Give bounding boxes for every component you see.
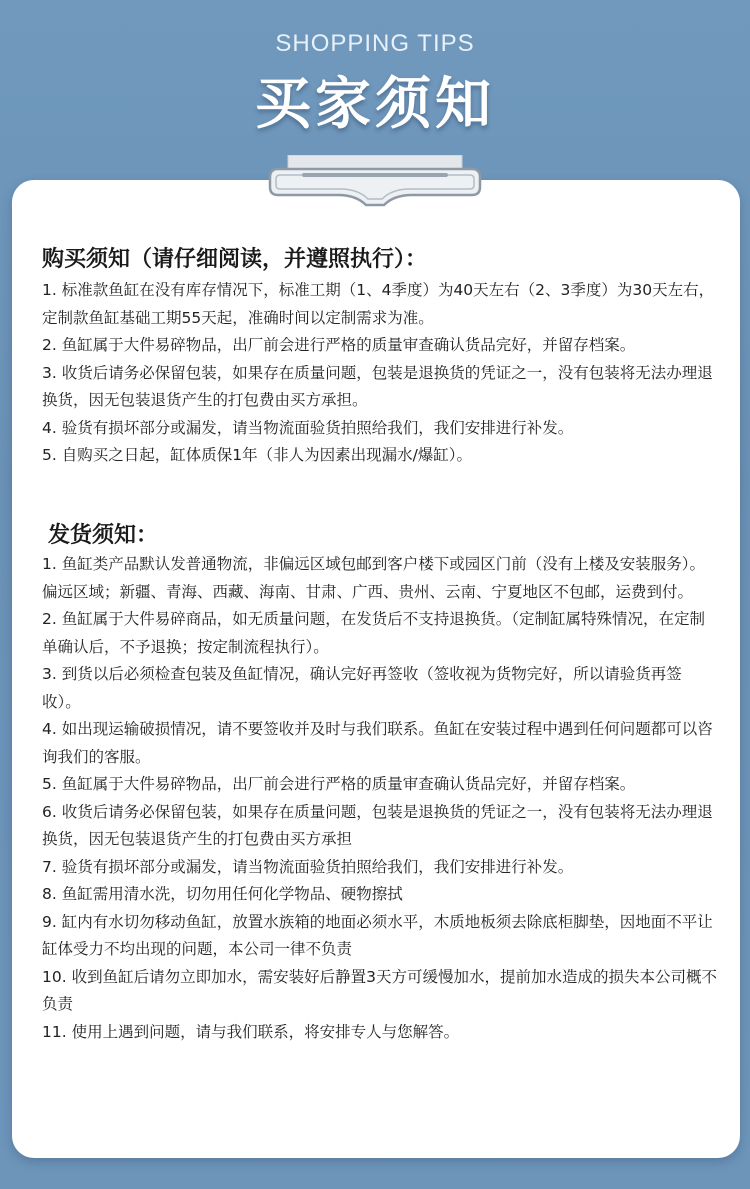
shipping-notice-title: 发货须知： bbox=[48, 523, 159, 548]
clipboard-clip-icon bbox=[262, 155, 488, 215]
list-item: 3. 到货以后必须检查包装及鱼缸情况，确认完好再签收（签收视为货物完好，所以请验货再签收）。 bbox=[42, 665, 682, 711]
list-item: 10. 收到鱼缸后请勿立即加水，需安装好后静置3天方可缓慢加水，提前加水造成的损失本公司概不负责 bbox=[42, 967, 717, 1013]
list-item: 3. 收货后请务必保留包装，如果存在质量问题，包装是退换货的凭证之一，没有包装将无法办理退换货，因无包装退货产生的打包费由买方承担。 bbox=[42, 363, 713, 409]
header-subtitle: SHOPPING TIPS bbox=[275, 30, 475, 57]
purchase-notice-list bbox=[42, 277, 718, 470]
list-item: 4. 如出现运输破损情况，请不要签收并及时与我们联系。鱼缸在安装过程中遇到任何问题都可以咨询我们的客服。 bbox=[42, 720, 713, 766]
list-item: 5. 鱼缸属于大件易碎物品，出厂前会进行严格的质量审查确认货品完好，并留存档案。 bbox=[42, 775, 636, 793]
list-item: 11. 使用上遇到问题，请与我们联系，将安排专人与您解答。 bbox=[42, 1022, 460, 1041]
list-item: 6. 收货后请务必保留包装，如果存在质量问题，包装是退换货的凭证之一，没有包装将无法办理退换货，因无包装退货产生的打包费由买方承担 bbox=[42, 802, 713, 848]
list-item: 1. 标准款鱼缸在没有库存情况下，标准工期（1、4季度）为40天左右（2、3季度）为30天左右，定制款鱼缸基础工期55天起，准确时间以定制需求为准。 bbox=[42, 281, 715, 327]
list-item: 1. 鱼缸类产品默认发普通物流，非偏远区域包邮到客户楼下或园区门前（没有上楼及安装服务）。偏远区域；新疆、青海、西藏、海南、甘肃、广西、贵州、云南、宁夏地区不包邮，运费到付。 bbox=[42, 555, 705, 601]
page-title: 买家须知 bbox=[255, 72, 495, 137]
list-item: 2. 鱼缸属于大件易碎物品，出厂前会进行严格的质量审查确认货品完好，并留存档案。 bbox=[42, 336, 636, 354]
list-item: 4. 验货有损坏部分或漏发，请当物流面验货拍照给我们，我们安排进行补发。 bbox=[42, 418, 574, 437]
list-item: 9. 缸内有水切勿移动鱼缸，放置水族箱的地面必须水平，木质地板须去除底柜脚垫，因地面不平让缸体受力不均出现的问题，本公司一律不负责 bbox=[42, 912, 713, 958]
shipping-notice-list bbox=[42, 551, 718, 1046]
list-item: 2. 鱼缸属于大件易碎商品，如无质量问题，在发货后不支持退换货。（定制缸属特殊情况，在定制单确认后，不予退换；按定制流程执行）。 bbox=[42, 610, 705, 656]
list-item: 8. 鱼缸需用清水洗，切勿用任何化学物品、硬物擦拭 bbox=[42, 885, 403, 903]
list-item: 7. 验货有损坏部分或漏发，请当物流面验货拍照给我们，我们安排进行补发。 bbox=[42, 857, 574, 876]
purchase-notice-title: 购买须知（请仔细阅读，并遵照执行）： bbox=[42, 247, 428, 272]
list-item: 5. 自购买之日起，缸体质保1年（非人为因素出现漏水/爆缸）。 bbox=[42, 446, 473, 464]
